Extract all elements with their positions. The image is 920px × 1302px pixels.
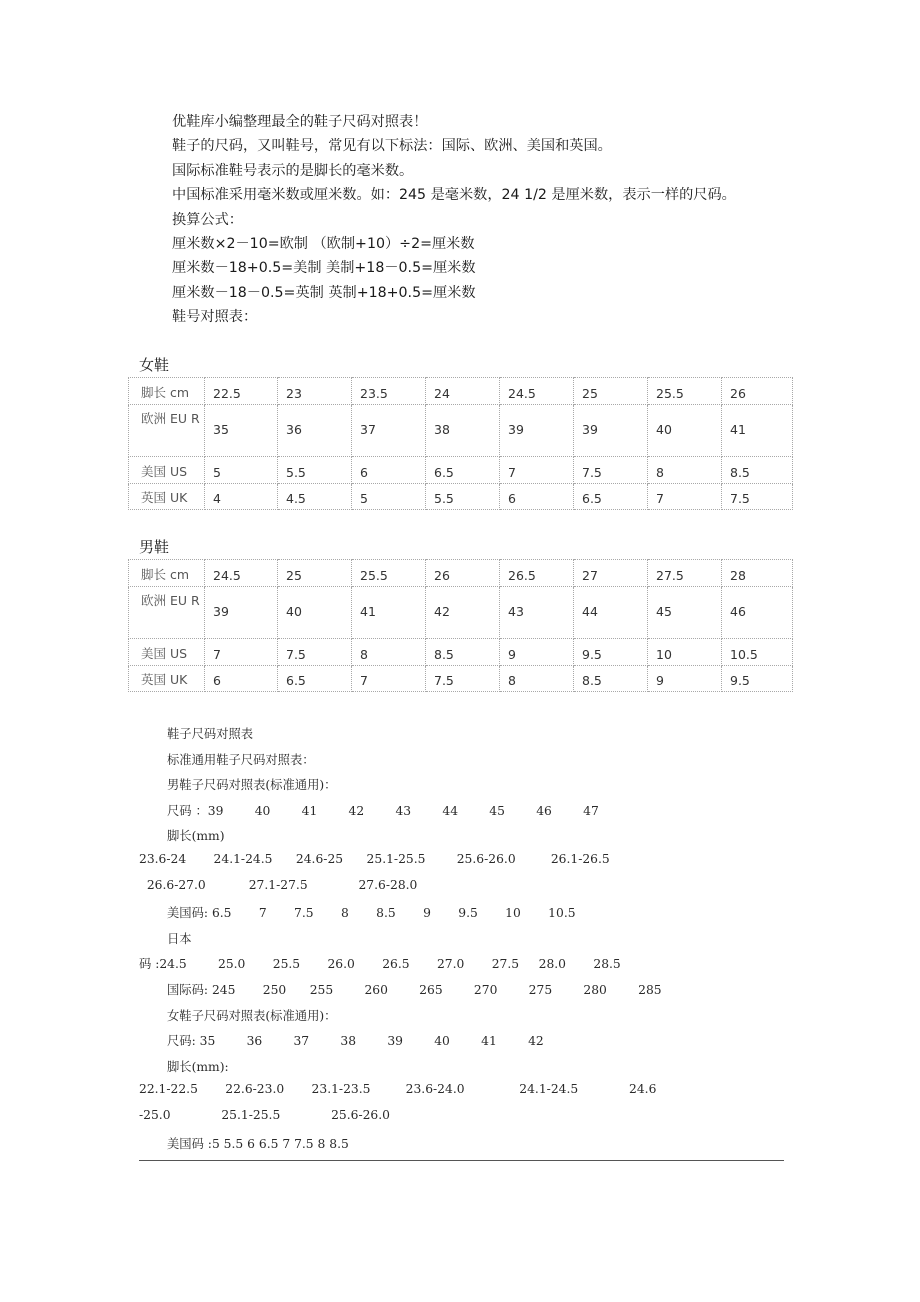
row-label: 英国 UK: [129, 666, 205, 692]
table-cell: 6: [205, 666, 278, 692]
table-row: [129, 587, 793, 639]
plain-line: 尺码 ：39 40 41 42 43 44 45 46 47: [167, 803, 599, 818]
table-cell: 7.5: [574, 457, 648, 484]
table-cell: 7: [648, 484, 722, 510]
table-cell: 40: [278, 587, 352, 639]
table-cell: 25.5: [648, 378, 722, 405]
table-row: [129, 484, 793, 510]
intro-line: 换算公式：: [172, 211, 243, 228]
table-cell: 9: [500, 639, 574, 666]
table-cell: 8: [500, 666, 574, 692]
plain-line: 鞋子尺码对照表: [167, 727, 254, 741]
table-cell: 23.5: [352, 378, 426, 405]
plain-line: 26.6-27.0 27.1-27.5 27.6-28.0: [139, 877, 418, 892]
plain-line: 标准通用鞋子尺码对照表：: [167, 752, 315, 767]
table-cell: 24.5: [205, 560, 278, 587]
table-cell: 4: [205, 484, 278, 510]
intro-line: 鞋号对照表：: [172, 309, 258, 326]
table-row: [129, 666, 793, 692]
table-cell: 10: [648, 639, 722, 666]
plain-line: 日本: [167, 931, 192, 946]
table-row: [129, 405, 793, 457]
formula-line: 厘米数×2－10=欧制 （欧制+10）÷2=厘米数: [172, 235, 475, 252]
table-cell: 46: [722, 587, 793, 639]
table-cell: 5: [352, 484, 426, 510]
table-cell: 5.5: [426, 484, 500, 510]
intro-line: 鞋子的尺码，又叫鞋号，常见有以下标法：国际、欧洲、美国和英国。: [172, 138, 612, 155]
table-cell: 25: [574, 378, 648, 405]
table-cell: 7.5: [278, 639, 352, 666]
table-cell: 6.5: [574, 484, 648, 510]
plain-line: 23.6-24 24.1-24.5 24.6-25 25.1-25.5 25.6-26.0 26.1-26.5: [139, 852, 610, 866]
table-row: [129, 560, 793, 587]
table-cell: 4.5: [278, 484, 352, 510]
table-cell: 25.5: [352, 560, 426, 587]
table-cell: 22.5: [205, 378, 278, 405]
table-cell: 24: [426, 378, 500, 405]
table-cell: 7: [500, 457, 574, 484]
plain-line: -25.0 25.1-25.5 25.6-26.0: [139, 1108, 390, 1122]
intro-line: 优鞋库小编整理最全的鞋子尺码对照表！: [172, 114, 428, 130]
men-size-table: [128, 559, 793, 692]
plain-line: 国际码: 245 250 255 260 265 270 275 280 285: [167, 983, 662, 997]
table-cell: 8.5: [574, 666, 648, 692]
table-cell: 43: [500, 587, 574, 639]
plain-line: 男鞋子尺码对照表(标准通用)：: [167, 778, 337, 793]
table-cell: 27.5: [648, 560, 722, 587]
table-cell: 39: [574, 405, 648, 457]
formula-line: 厘米数－18－0.5=英制 英制+18+0.5=厘米数: [172, 284, 476, 301]
table-cell: 26: [722, 378, 793, 405]
women-size-table: [128, 377, 793, 510]
table-cell: 42: [426, 587, 500, 639]
table-cell: 35: [205, 405, 278, 457]
formula-line: 厘米数－18+0.5=美制 美制+18－0.5=厘米数: [172, 260, 476, 277]
men-section-title: 男鞋: [139, 538, 170, 556]
table-cell: 8: [352, 639, 426, 666]
table-cell: 41: [722, 405, 793, 457]
table-cell: 38: [426, 405, 500, 457]
table-row: [129, 457, 793, 484]
row-label: 美国 US: [129, 457, 205, 484]
plain-line: 美国码: 6.5 7 7.5 8 8.5 9 9.5 10 10.5: [167, 906, 576, 921]
row-label: 美国 US: [129, 639, 205, 666]
table-cell: 8: [648, 457, 722, 484]
table-cell: 24.5: [500, 378, 574, 405]
divider: [139, 1160, 784, 1161]
table-cell: 8.5: [722, 457, 793, 484]
table-cell: 9.5: [574, 639, 648, 666]
table-cell: 41: [352, 587, 426, 639]
plain-line: 码 :24.5 25.0 25.5 26.0 26.5 27.0 27.5 28.0 28.5: [139, 957, 621, 972]
table-cell: 27: [574, 560, 648, 587]
plain-line: 22.1-22.5 22.6-23.0 23.1-23.5 23.6-24.0 24.1-24.5 24.6: [139, 1082, 657, 1097]
table-cell: 6: [352, 457, 426, 484]
table-cell: 23: [278, 378, 352, 405]
table-cell: 6.5: [278, 666, 352, 692]
table-cell: 9.5: [722, 666, 793, 692]
table-row: [129, 639, 793, 666]
table-cell: 5.5: [278, 457, 352, 484]
row-label: 欧洲 EU R: [129, 587, 205, 639]
table-row: [129, 378, 793, 405]
table-cell: 10.5: [722, 639, 793, 666]
table-cell: 39: [500, 405, 574, 457]
plain-line: 尺码: 35 36 37 38 39 40 41 42: [167, 1034, 544, 1049]
table-cell: 7: [352, 666, 426, 692]
table-cell: 26.5: [500, 560, 574, 587]
table-cell: 6: [500, 484, 574, 510]
table-cell: 26: [426, 560, 500, 587]
table-cell: 39: [205, 587, 278, 639]
plain-line: 女鞋子尺码对照表(标准通用)：: [167, 1008, 337, 1023]
intro-line: 中国标准采用毫米数或厘米数。如：245 是毫米数，24 1/2 是厘米数，表示一样的尺码。: [172, 187, 736, 204]
intro-line: 国际标准鞋号表示的是脚长的毫米数。: [172, 162, 414, 179]
table-cell: 44: [574, 587, 648, 639]
table-cell: 5: [205, 457, 278, 484]
row-label: 脚长 cm: [129, 560, 205, 587]
plain-line: 脚长(mm): [167, 829, 225, 844]
intro-text: [172, 110, 872, 330]
table-cell: 37: [352, 405, 426, 457]
table-cell: 7: [205, 639, 278, 666]
table-cell: 40: [648, 405, 722, 457]
row-label: 英国 UK: [129, 484, 205, 510]
table-cell: 9: [648, 666, 722, 692]
plain-line: 脚长(mm):: [167, 1059, 229, 1074]
women-section-title: 女鞋: [139, 356, 170, 374]
plain-line: 美国码 :5 5.5 6 6.5 7 7.5 8 8.5: [167, 1136, 349, 1151]
table-cell: 36: [278, 405, 352, 457]
table-cell: 6.5: [426, 457, 500, 484]
row-label: 脚长 cm: [129, 378, 205, 405]
table-cell: 8.5: [426, 639, 500, 666]
table-cell: 25: [278, 560, 352, 587]
table-cell: 45: [648, 587, 722, 639]
table-cell: 7.5: [722, 484, 793, 510]
row-label: 欧洲 EU R: [129, 405, 205, 457]
table-cell: 7.5: [426, 666, 500, 692]
table-cell: 28: [722, 560, 793, 587]
